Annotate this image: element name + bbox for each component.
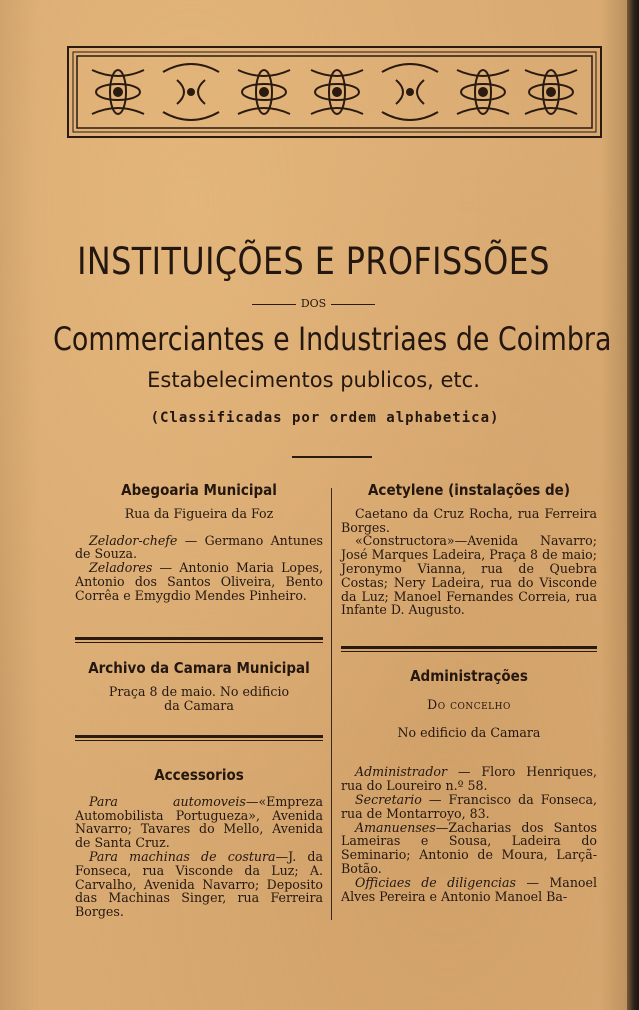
decorative-border-ornament	[67, 46, 602, 138]
entry-paragraph: «Constructora»—Avenida Navarro; José Marques Ladeira, Praça 8 de maio; Jeronymo Vianna, rua de Quebra Costas; Nery Ladeira, rua do Visconde da Luz; Manoel Fernandes Correia, rua Infante D. Augusto.	[341, 533, 597, 618]
book-spine-edge	[627, 0, 639, 1010]
entry-paragraph	[341, 793, 597, 821]
entry-role: Administrador	[355, 764, 447, 780]
section-accessorios	[75, 766, 323, 920]
connector-line-right	[331, 304, 375, 305]
entry-paragraph	[75, 561, 323, 602]
entry-role: Zelador-chefe	[89, 532, 178, 548]
section-heading: Abegoaria Municipal	[121, 481, 277, 499]
entry-role: Amanuenses	[355, 819, 436, 835]
double-rule	[75, 637, 323, 643]
title-rule	[292, 456, 372, 458]
entry-role: Secretario	[355, 791, 422, 807]
entry-paragraph	[341, 821, 597, 876]
section-heading: Accessorios	[154, 766, 244, 784]
section-administracoes	[341, 667, 597, 904]
section-line: Praça 8 de maio. No edificio	[108, 683, 290, 699]
section-heading: Administrações	[410, 667, 528, 685]
subtitle: Commerciantes e Industriaes de Coimbra	[53, 320, 612, 358]
section-abegoaria	[75, 481, 323, 603]
entry-text: — Francisco da Fonseca, rua de Montarroyo, 83.	[341, 791, 597, 821]
entry-role: Zeladores	[89, 560, 153, 576]
section-line: da Camara	[164, 697, 234, 713]
entry-paragraph	[75, 534, 323, 562]
entry-paragraph	[341, 765, 597, 793]
section-subheading: Do concelho	[427, 696, 511, 712]
connector-row	[0, 297, 627, 310]
entry-text: —J. da Fonseca, rua Visconde da Luz; A. Carvalho, Avenida Navarro; Deposito das Machinas Singer, rua Ferreira Borges.	[75, 848, 323, 920]
entry-paragraph: Caetano da Cruz Rocha, rua Ferreira Borges.	[341, 505, 597, 535]
section-location: No edificio da Camara	[397, 724, 541, 740]
entry-role: Para machinas de costura	[89, 848, 276, 864]
column-divider	[331, 488, 332, 920]
entry-text: — Antonio Maria Lopes, Antonio dos Santos Oliveira, Bento Corrêa e Emygdio Mendes Pinheiro.	[75, 560, 323, 603]
section-heading: Acetylene (instalações de)	[367, 481, 571, 499]
connector-line-left	[252, 304, 296, 305]
section-acetylene	[341, 481, 597, 618]
subtitle-note: (Classificadas por ordem alphabetica)	[150, 410, 500, 426]
double-rule	[75, 735, 323, 741]
connector-word: DOS	[300, 297, 327, 310]
entry-text: — Floro Henriques, rua do Loureiro n.º 58.	[341, 764, 597, 794]
entry-text: — Manoel Alves Pereira e Antonio Manoel Ba-	[341, 874, 597, 904]
entry-paragraph	[341, 876, 597, 904]
page-title: INSTITUIÇÕES E PROFISSÕES	[77, 240, 550, 283]
section-archivo	[75, 659, 323, 713]
entry-text: —Zacharias dos Santos Lameiras e Sousa, Ladeira do Seminario; Antonio de Moura, Larçã-Botão.	[341, 819, 597, 876]
entry-text: —«Empreza Automobilista Portugueza», Avenida Navarro; Tavares do Mello, Avenida de Santa Cruz.	[75, 793, 323, 851]
entry-role: Para automoveis	[89, 793, 246, 809]
section-heading: Archivo da Camara Municipal	[88, 659, 310, 677]
subtitle-secondary: Estabelecimentos publicos, etc.	[147, 368, 480, 392]
entry-paragraph	[75, 850, 323, 919]
entry-role: Officiaes de diligencias	[355, 874, 516, 890]
double-rule	[341, 646, 597, 652]
section-address: Rua da Figueira da Foz	[124, 505, 274, 521]
entry-text: — Germano Antunes de Souza.	[75, 532, 323, 562]
entry-paragraph	[75, 795, 323, 850]
